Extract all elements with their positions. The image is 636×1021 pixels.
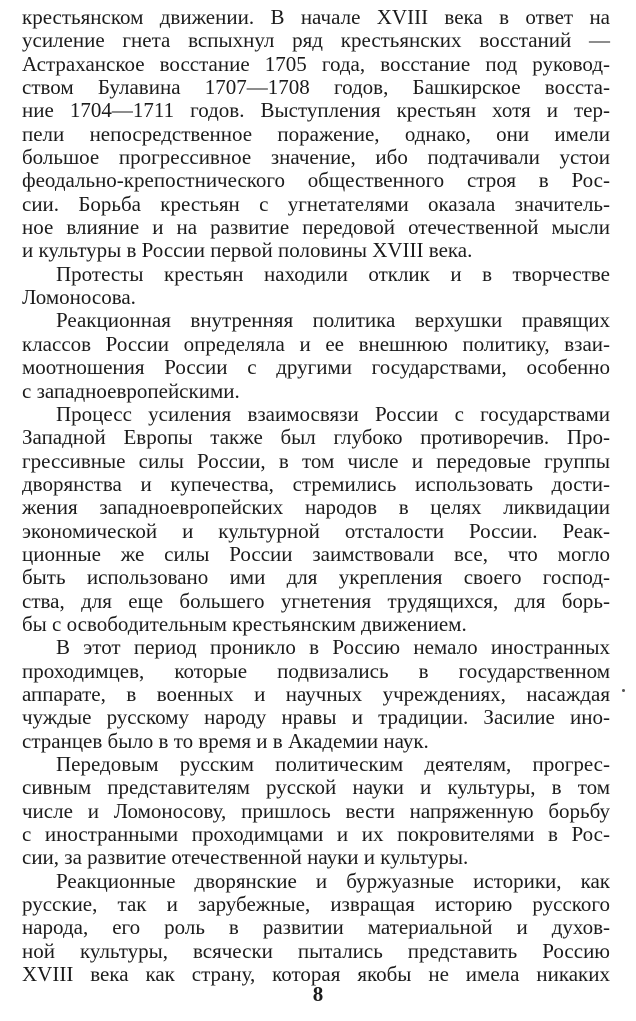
text-line: Реакционная внутренняя политика верхушки правящих	[56, 308, 610, 333]
text-line: Процесс усиления взаимосвязи России с государствами	[56, 401, 610, 426]
text-line: странцев было в то время и в Академии наук.	[22, 728, 429, 753]
body-text	[22, 6, 610, 986]
text-line: Протесты крестьян находили отклик и в творчестве	[56, 261, 610, 286]
text-line: чуждые русскому народу нравы и традиции. Засилие ино-	[22, 705, 610, 730]
text-line: моотношения России с другими государствами, особенно	[22, 355, 610, 380]
margin-dot	[622, 689, 625, 692]
text-line: русские, так и зарубежные, извращая историю русского	[22, 892, 610, 917]
text-line: В этот период проникло в Россию немало иностранных	[56, 635, 610, 660]
text-line: с иностранными проходимцами и их покровителями в Рос-	[22, 822, 610, 847]
text-line: ством Булавина 1707—1708 годов, Башкирское восста-	[22, 75, 610, 100]
text-line: быть использовано ими для укрепления своего господ-	[22, 565, 610, 590]
text-line: Западной Европы также был глубоко противоречив. Про-	[22, 425, 610, 450]
text-line: жения западноевропейских народов в целях ликвидации	[22, 495, 610, 520]
text-line: пели непосредственное поражение, однако, они имели	[22, 121, 610, 146]
text-line: ное влияние и на развитие передовой отечественной мысли	[22, 215, 610, 240]
text-line: ства, для еще большего угнетения трудящихся, для борь-	[22, 588, 610, 613]
text-line: Ломоносова.	[22, 285, 136, 310]
text-line: ной культуры, всячески пытались представить Россию	[22, 938, 610, 963]
text-line: экономической и культурной отсталости России. Реак-	[22, 518, 610, 543]
text-line: с западноевропейскими.	[22, 378, 240, 403]
text-line: классов России определяла и ее внешнюю политику, взаи-	[22, 331, 610, 356]
text-line: сивным представителям русской науки и культуры, в том	[22, 775, 610, 800]
text-line: Передовым русским политическим деятелям, прогрес-	[56, 752, 610, 776]
text-line: ние 1704—1711 годов. Выступления крестьян хотя и тер-	[22, 98, 610, 123]
text-line: проходимцев, которые подвизались в государственном	[22, 658, 610, 683]
text-line: дворянства и купечества, стремились использовать дости-	[22, 471, 610, 496]
page-number: 8	[312, 982, 324, 1006]
text-line: большое прогрессивное значение, ибо подтачивали устои	[22, 145, 610, 170]
text-line: феодально-крепостнического общественного строя в Рос-	[22, 168, 610, 193]
text-line: сии, за развитие отечественной науки и культуры.	[22, 845, 469, 870]
text-line: Реакционные дворянские и буржуазные историки, как	[56, 868, 610, 893]
text-line: аппарате, в военных и научных учреждениях, насаждая	[22, 681, 610, 706]
text-line: усиление гнета вспыхнул ряд крестьянских восстаний —	[22, 28, 610, 53]
text-line: народа, его роль в развитии материальной и духов-	[22, 915, 610, 940]
text-line: грессивные силы России, в том числе и передовые группы	[22, 448, 610, 473]
text-line: XVIII века как страну, которая якобы не имела никаких	[22, 962, 610, 987]
text-line: Астраханское восстание 1705 года, восстание под руковод-	[22, 51, 610, 76]
text-line: ционные же силы России заимствовали все, что могло	[22, 541, 610, 566]
text-line: числе и Ломоносову, пришлось вести напряженную борьбу	[22, 798, 610, 823]
text-line: бы с освободительным крестьянским движением.	[22, 611, 467, 636]
text-line: крестьянском движении. В начале XVIII века в ответ на	[22, 5, 610, 29]
text-line: сии. Борьба крестьян с угнетателями оказала значитель-	[22, 191, 610, 216]
text-line: и культуры в России первой половины XVIII века.	[22, 238, 473, 263]
